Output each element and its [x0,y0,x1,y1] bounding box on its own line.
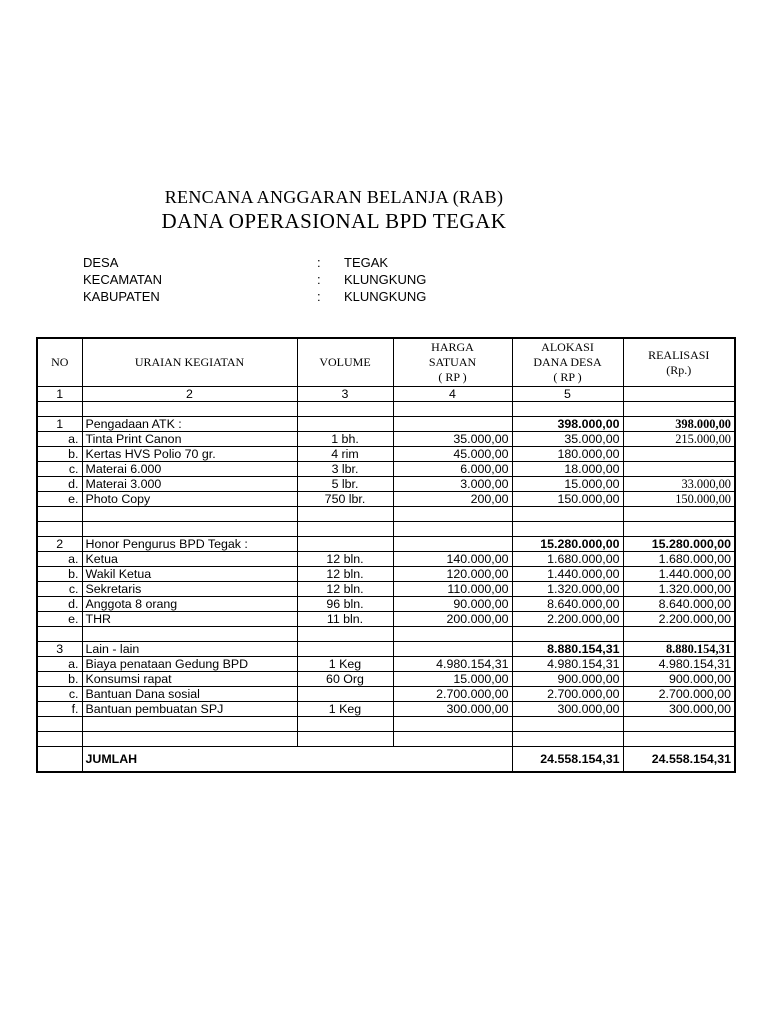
header-alokasi-line: ALOKASI [541,340,594,354]
info-row-kabupaten [83,289,483,306]
info-value: KLUNGKUNG [344,289,427,304]
table-row [37,462,735,477]
table-row [37,447,735,462]
column-number [623,387,735,402]
item-volume: 12 bln. [297,552,393,567]
item-realisasi: 150.000,00 [623,492,735,507]
item-realisasi: 2.700.000,00 [623,687,735,702]
section-row [37,417,735,432]
item-harga: 45.000,00 [393,447,512,462]
item-volume: 60 Org [297,672,393,687]
total-label: JUMLAH [82,747,512,773]
item-uraian: Wakil Ketua [82,567,297,582]
table-row [37,657,735,672]
table-header-row [37,338,735,387]
section-no: 1 [37,417,82,432]
item-uraian: Tinta Print Canon [82,432,297,447]
info-row-desa [83,255,483,272]
empty-row [37,732,735,747]
header-no: NO [37,338,82,387]
header-harga-line: SATUAN [428,355,477,369]
info-colon: : [317,255,321,270]
table-row [37,687,735,702]
item-volume: 11 bln. [297,612,393,627]
section-row [37,642,735,657]
item-alokasi: 2.700.000,00 [512,687,623,702]
info-row-kecamatan [83,272,483,289]
item-realisasi: 8.640.000,00 [623,597,735,612]
item-uraian: Kertas HVS Polio 70 gr. [82,447,297,462]
table-row [37,702,735,717]
header-alokasi-line: DANA DESA [533,355,602,369]
item-realisasi: 900.000,00 [623,672,735,687]
item-alokasi: 4.980.154,31 [512,657,623,672]
empty-row [37,627,735,642]
item-alokasi: 150.000,00 [512,492,623,507]
column-number: 4 [393,387,512,402]
section-title: Honor Pengurus BPD Tegak : [82,537,297,552]
item-realisasi: 215.000,00 [623,432,735,447]
section-no: 3 [37,642,82,657]
item-volume: 12 bln. [297,582,393,597]
item-no: d. [37,477,82,492]
document-subtitle: DANA OPERASIONAL BPD TEGAK [161,209,507,233]
table-row [37,612,735,627]
header-alokasi [512,338,623,387]
item-alokasi: 900.000,00 [512,672,623,687]
table-row [37,672,735,687]
item-harga: 90.000,00 [393,597,512,612]
item-harga: 3.000,00 [393,477,512,492]
header-realisasi [623,338,735,387]
item-uraian: Bantuan pembuatan SPJ [82,702,297,717]
section-row [37,537,735,552]
total-alokasi: 24.558.154,31 [512,747,623,773]
header-alokasi-line: ( RP ) [553,370,582,384]
item-harga: 120.000,00 [393,567,512,582]
section-title: Lain - lain [82,642,297,657]
item-alokasi: 180.000,00 [512,447,623,462]
item-volume [297,687,393,702]
item-harga: 200,00 [393,492,512,507]
info-block [83,255,483,306]
item-harga: 15.000,00 [393,672,512,687]
empty-row [37,522,735,537]
column-number: 5 [512,387,623,402]
item-harga: 2.700.000,00 [393,687,512,702]
item-realisasi: 1.320.000,00 [623,582,735,597]
item-no: e. [37,612,82,627]
item-alokasi: 2.200.000,00 [512,612,623,627]
item-no: f. [37,702,82,717]
column-number: 3 [297,387,393,402]
item-volume: 1 bh. [297,432,393,447]
item-realisasi: 1.680.000,00 [623,552,735,567]
section-realisasi: 8.880.154,31 [623,642,735,657]
table-row [37,597,735,612]
item-realisasi: 2.200.000,00 [623,612,735,627]
info-colon: : [317,272,321,287]
item-alokasi: 18.000,00 [512,462,623,477]
item-uraian: Ketua [82,552,297,567]
item-realisasi [623,462,735,477]
item-no: e. [37,492,82,507]
header-harga-line: ( RP ) [438,370,467,384]
item-harga: 6.000,00 [393,462,512,477]
item-no: a. [37,657,82,672]
header-realisasi-line: (Rp.) [666,362,692,377]
item-no: b. [37,567,82,582]
section-title: Pengadaan ATK : [82,417,297,432]
item-uraian: Anggota 8 orang [82,597,297,612]
item-no: d. [37,597,82,612]
item-realisasi: 33.000,00 [623,477,735,492]
item-no: c. [37,462,82,477]
item-alokasi: 1.680.000,00 [512,552,623,567]
item-volume: 1 Keg [297,702,393,717]
item-uraian: Sekretaris [82,582,297,597]
item-no: a. [37,432,82,447]
item-harga: 300.000,00 [393,702,512,717]
item-volume: 750 lbr. [297,492,393,507]
table-row [37,552,735,567]
info-value: TEGAK [344,255,389,270]
header-harga-line: HARGA [431,340,474,354]
item-volume: 96 bln. [297,597,393,612]
section-alokasi: 398.000,00 [512,417,623,432]
item-no: a. [37,552,82,567]
document-title: RENCANA ANGGARAN BELANJA (RAB) [164,187,504,207]
info-label: KECAMATAN [83,272,162,287]
total-realisasi: 24.558.154,31 [623,747,735,773]
item-volume: 4 rim [297,447,393,462]
item-alokasi: 35.000,00 [512,432,623,447]
item-uraian: Konsumsi rapat [82,672,297,687]
total-row [37,747,735,773]
item-uraian: Bantuan Dana sosial [82,687,297,702]
item-realisasi: 4.980.154,31 [623,657,735,672]
table-row [37,477,735,492]
item-volume: 3 lbr. [297,462,393,477]
column-number: 2 [82,387,297,402]
item-no: b. [37,447,82,462]
item-alokasi: 15.000,00 [512,477,623,492]
item-harga: 35.000,00 [393,432,512,447]
item-uraian: Biaya penataan Gedung BPD [82,657,297,672]
item-uraian: Photo Copy [82,492,297,507]
empty-row [37,717,735,732]
item-alokasi: 300.000,00 [512,702,623,717]
item-no: b. [37,672,82,687]
section-realisasi: 15.280.000,00 [623,537,735,552]
item-no: c. [37,582,82,597]
item-harga: 200.000,00 [393,612,512,627]
column-number: 1 [37,387,82,402]
item-uraian: Materai 3.000 [82,477,297,492]
info-colon: : [317,289,321,304]
header-volume: VOLUME [297,338,393,387]
item-harga: 110.000,00 [393,582,512,597]
item-uraian: Materai 6.000 [82,462,297,477]
item-realisasi: 300.000,00 [623,702,735,717]
budget-table [36,337,736,773]
section-alokasi: 15.280.000,00 [512,537,623,552]
item-volume: 12 bln. [297,567,393,582]
item-alokasi: 1.440.000,00 [512,567,623,582]
section-alokasi: 8.880.154,31 [512,642,623,657]
table-row [37,582,735,597]
section-no: 2 [37,537,82,552]
item-uraian: THR [82,612,297,627]
item-alokasi: 1.320.000,00 [512,582,623,597]
table-row [37,492,735,507]
info-label: KABUPATEN [83,289,160,304]
item-alokasi: 8.640.000,00 [512,597,623,612]
item-volume: 5 lbr. [297,477,393,492]
info-value: KLUNGKUNG [344,272,427,287]
item-volume: 1 Keg [297,657,393,672]
table-row [37,567,735,582]
info-label: DESA [83,255,119,270]
item-no: c. [37,687,82,702]
header-uraian: URAIAN KEGIATAN [82,338,297,387]
header-harga [393,338,512,387]
item-realisasi: 1.440.000,00 [623,567,735,582]
item-harga: 4.980.154,31 [393,657,512,672]
item-harga: 140.000,00 [393,552,512,567]
empty-row [37,507,735,522]
header-realisasi-line: REALISASI [648,347,710,362]
empty-row [37,402,735,417]
table-row [37,432,735,447]
section-realisasi: 398.000,00 [623,417,735,432]
column-number-row [37,387,735,402]
item-realisasi [623,447,735,462]
